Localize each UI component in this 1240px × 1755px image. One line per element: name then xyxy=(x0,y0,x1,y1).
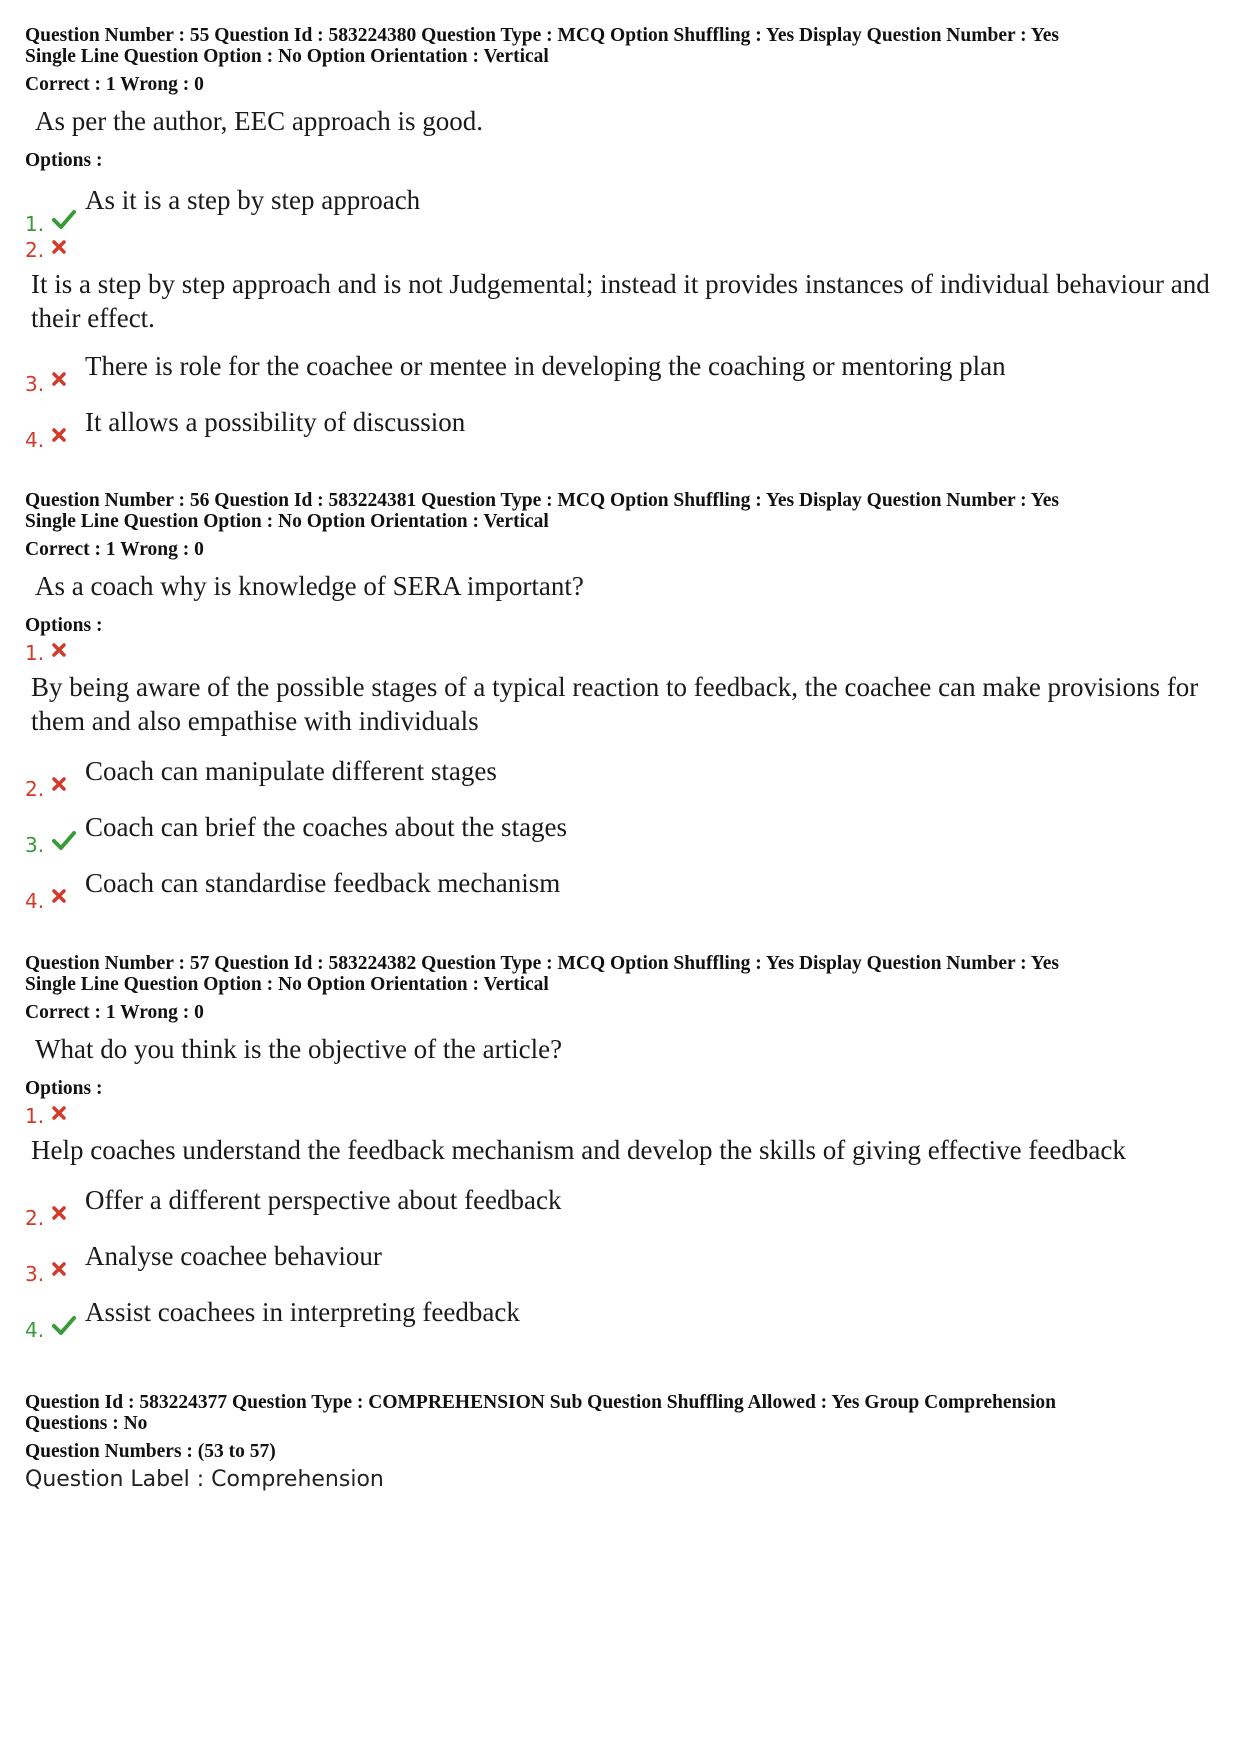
question-meta-line1: Question Number : 57 Question Id : 583224382 Question Type : MCQ Option Shuffling : Yes Display Question Number : Yes xyxy=(25,953,1059,974)
option-number: 1. xyxy=(25,1104,45,1128)
comprehension-meta-line2: Questions : No xyxy=(25,1413,148,1434)
comprehension-question-label: Question Label : Comprehension xyxy=(25,1467,384,1492)
option-number: 2. xyxy=(25,777,45,801)
cross-icon xyxy=(51,423,85,447)
cross-icon xyxy=(51,367,85,391)
question-text: As per the author, EEC approach is good. xyxy=(35,106,484,136)
option-text: Offer a different perspective about feedback xyxy=(85,1185,562,1215)
check-icon xyxy=(51,207,85,231)
question-56 xyxy=(25,490,1215,912)
question-meta-line1: Question Number : 55 Question Id : 583224380 Question Type : MCQ Option Shuffling : Yes Display Question Number : Yes xyxy=(25,25,1059,46)
cross-icon xyxy=(51,638,85,662)
cross-icon xyxy=(51,884,85,908)
option-text: It is a step by step approach and is not Judgemental; instead it provides instances of individual behaviour and their effect. xyxy=(31,269,1210,333)
options-label: Options : xyxy=(25,150,103,171)
cross-icon xyxy=(51,1201,85,1225)
cross-icon xyxy=(51,1101,85,1125)
option-4 xyxy=(25,1285,1215,1341)
cross-icon xyxy=(51,1257,85,1281)
option-3 xyxy=(25,1229,1215,1285)
option-text: By being aware of the possible stages of a typical reaction to feedback, the coachee can make provisions for them and also empathise with individuals xyxy=(31,672,1199,736)
option-4 xyxy=(25,856,1215,912)
option-1 xyxy=(25,1101,1215,1167)
option-number: 4. xyxy=(25,1318,45,1342)
question-meta-line2: Single Line Question Option : No Option Orientation : Vertical xyxy=(25,974,549,995)
question-text: What do you think is the objective of the article? xyxy=(35,1034,563,1064)
option-4 xyxy=(25,395,1215,451)
question-marks: Correct : 1 Wrong : 0 xyxy=(25,1002,204,1023)
option-2 xyxy=(25,744,1215,800)
option-number: 4. xyxy=(25,889,45,913)
option-3 xyxy=(25,339,1215,395)
option-number: 2. xyxy=(25,238,45,262)
cross-icon xyxy=(51,772,85,796)
option-number: 3. xyxy=(25,833,45,857)
option-text: It allows a possibility of discussion xyxy=(85,407,466,437)
options-label: Options : xyxy=(25,1078,103,1099)
question-meta-line2: Single Line Question Option : No Option Orientation : Vertical xyxy=(25,511,549,532)
cross-icon xyxy=(51,235,85,259)
option-text: There is role for the coachee or mentee in developing the coaching or mentoring plan xyxy=(85,351,1006,381)
option-text: Help coaches understand the feedback mechanism and develop the skills of giving effective feedback xyxy=(31,1135,1126,1165)
option-1 xyxy=(25,638,1215,738)
question-55 xyxy=(25,25,1215,451)
question-text: As a coach why is knowledge of SERA important? xyxy=(35,571,584,601)
question-meta-line2: Single Line Question Option : No Option Orientation : Vertical xyxy=(25,46,549,67)
comprehension-question-numbers: Question Numbers : (53 to 57) xyxy=(25,1441,276,1462)
question-57 xyxy=(25,953,1215,1341)
option-number: 1. xyxy=(25,641,45,665)
option-text: Assist coachees in interpreting feedback xyxy=(85,1297,520,1327)
check-icon xyxy=(51,828,85,852)
option-1 xyxy=(25,179,1215,235)
check-icon xyxy=(51,1313,85,1337)
option-number: 3. xyxy=(25,1262,45,1286)
option-text: Coach can standardise feedback mechanism xyxy=(85,868,561,898)
option-number: 3. xyxy=(25,372,45,396)
option-text: As it is a step by step approach xyxy=(85,185,421,215)
options-label: Options : xyxy=(25,615,103,636)
option-2 xyxy=(25,1173,1215,1229)
option-text: Coach can brief the coaches about the stages xyxy=(85,812,568,842)
option-number: 2. xyxy=(25,1206,45,1230)
question-marks: Correct : 1 Wrong : 0 xyxy=(25,539,204,560)
option-number: 4. xyxy=(25,428,45,452)
option-text: Analyse coachee behaviour xyxy=(85,1241,382,1271)
option-text: Coach can manipulate different stages xyxy=(85,756,497,786)
option-2 xyxy=(25,235,1215,335)
question-meta-line1: Question Number : 56 Question Id : 583224381 Question Type : MCQ Option Shuffling : Yes Display Question Number : Yes xyxy=(25,490,1059,511)
option-number: 1. xyxy=(25,212,45,236)
comprehension-meta-line1: Question Id : 583224377 Question Type : COMPREHENSION Sub Question Shuffling Allowed : Yes Group Comprehension xyxy=(25,1392,1056,1413)
comprehension-block xyxy=(25,1392,1215,1494)
question-marks: Correct : 1 Wrong : 0 xyxy=(25,74,204,95)
option-3 xyxy=(25,800,1215,856)
